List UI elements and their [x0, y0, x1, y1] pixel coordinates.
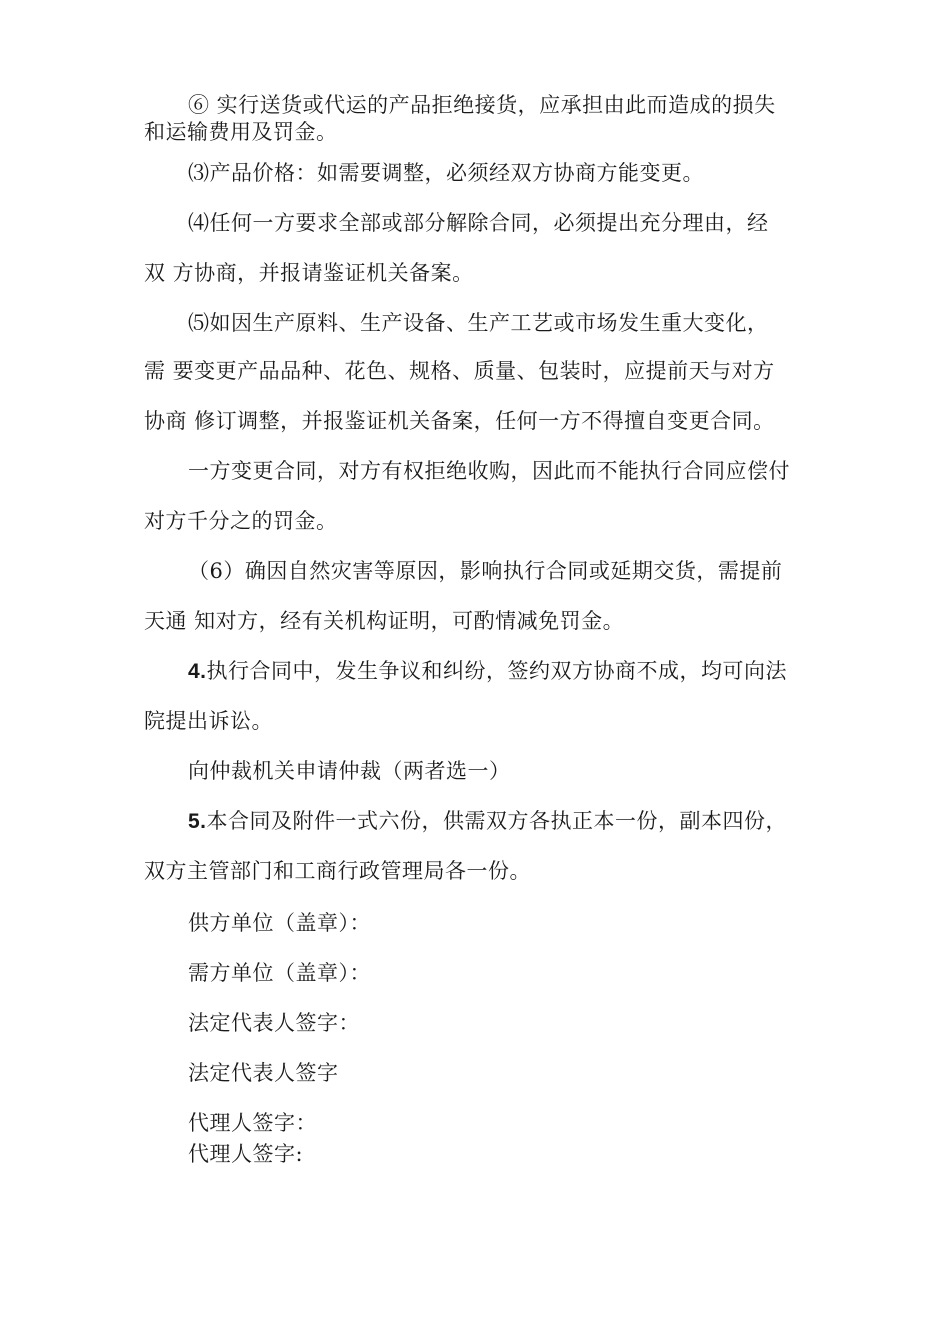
clause-5-line-1: ⑸如因生产原料、生产设备、生产工艺或市场发生重大变化，	[188, 311, 769, 335]
clause-5-line-3: 协商 修订调整，并报鉴证机关备案，任何一方不得擅自变更合同。	[144, 409, 775, 433]
clause-4-line-1: ⑷任何一方要求全部或部分解除合同，必须提出充分理由，经	[188, 211, 769, 235]
section-5-line-2: 双方主管部门和工商行政管理局各一份。	[144, 859, 531, 883]
section-4-line-2: 院提出诉讼。	[144, 709, 273, 733]
change-penalty-line-1: 一方变更合同，对方有权拒绝收购，因此而不能执行合同应偿付	[188, 459, 790, 483]
section-5-line-1	[188, 808, 787, 835]
agent-signature-label-2: 代理人签字:	[188, 1142, 304, 1166]
legal-rep-signature-label-2: 法定代表人签字	[188, 1061, 339, 1085]
buyer-seal-label: 需方单位（盖章）：	[188, 961, 371, 985]
clause-4-line-2: 双 方协商，并报请鉴证机关备案。	[144, 261, 474, 285]
clause-6-disaster-line-1: （6）确因自然灾害等原因，影响执行合同或延期交货，需提前	[188, 559, 783, 583]
change-penalty-line-2: 对方千分之的罚金。	[144, 509, 338, 533]
clause-6-line-1: ⑥ 实行送货或代运的产品拒绝接货，应承担由此而造成的损失	[188, 93, 776, 117]
section-5-number: 5.	[188, 810, 207, 833]
clause-6-line-2: 和运输费用及罚金。	[144, 120, 338, 144]
clause-5-line-2: 需 要变更产品品种、花色、规格、质量、包装时，应提前天与对方	[144, 359, 775, 383]
arbitration-option: 向仲裁机关申请仲裁（两者选一）	[188, 759, 511, 783]
clause-3-price: ⑶产品价格：如需要调整，必须经双方协商方能变更。	[188, 161, 704, 185]
section-4-text: 执行合同中，发生争议和纠纷，签约双方协商不成，均可向法	[206, 659, 788, 683]
legal-rep-signature-label-1: 法定代表人签字：	[188, 1011, 360, 1035]
section-5-text: 本合同及附件一式六份，供需双方各执正本一份，副本四份，	[206, 809, 788, 833]
agent-signature-label-1: 代理人签字：	[188, 1111, 317, 1135]
supplier-seal-label: 供方单位（盖章）：	[188, 911, 371, 935]
section-4-line-1	[188, 658, 787, 685]
clause-6-disaster-line-2: 天通 知对方，经有关机构证明，可酌情减免罚金。	[144, 609, 625, 633]
section-4-number: 4.	[188, 660, 207, 683]
